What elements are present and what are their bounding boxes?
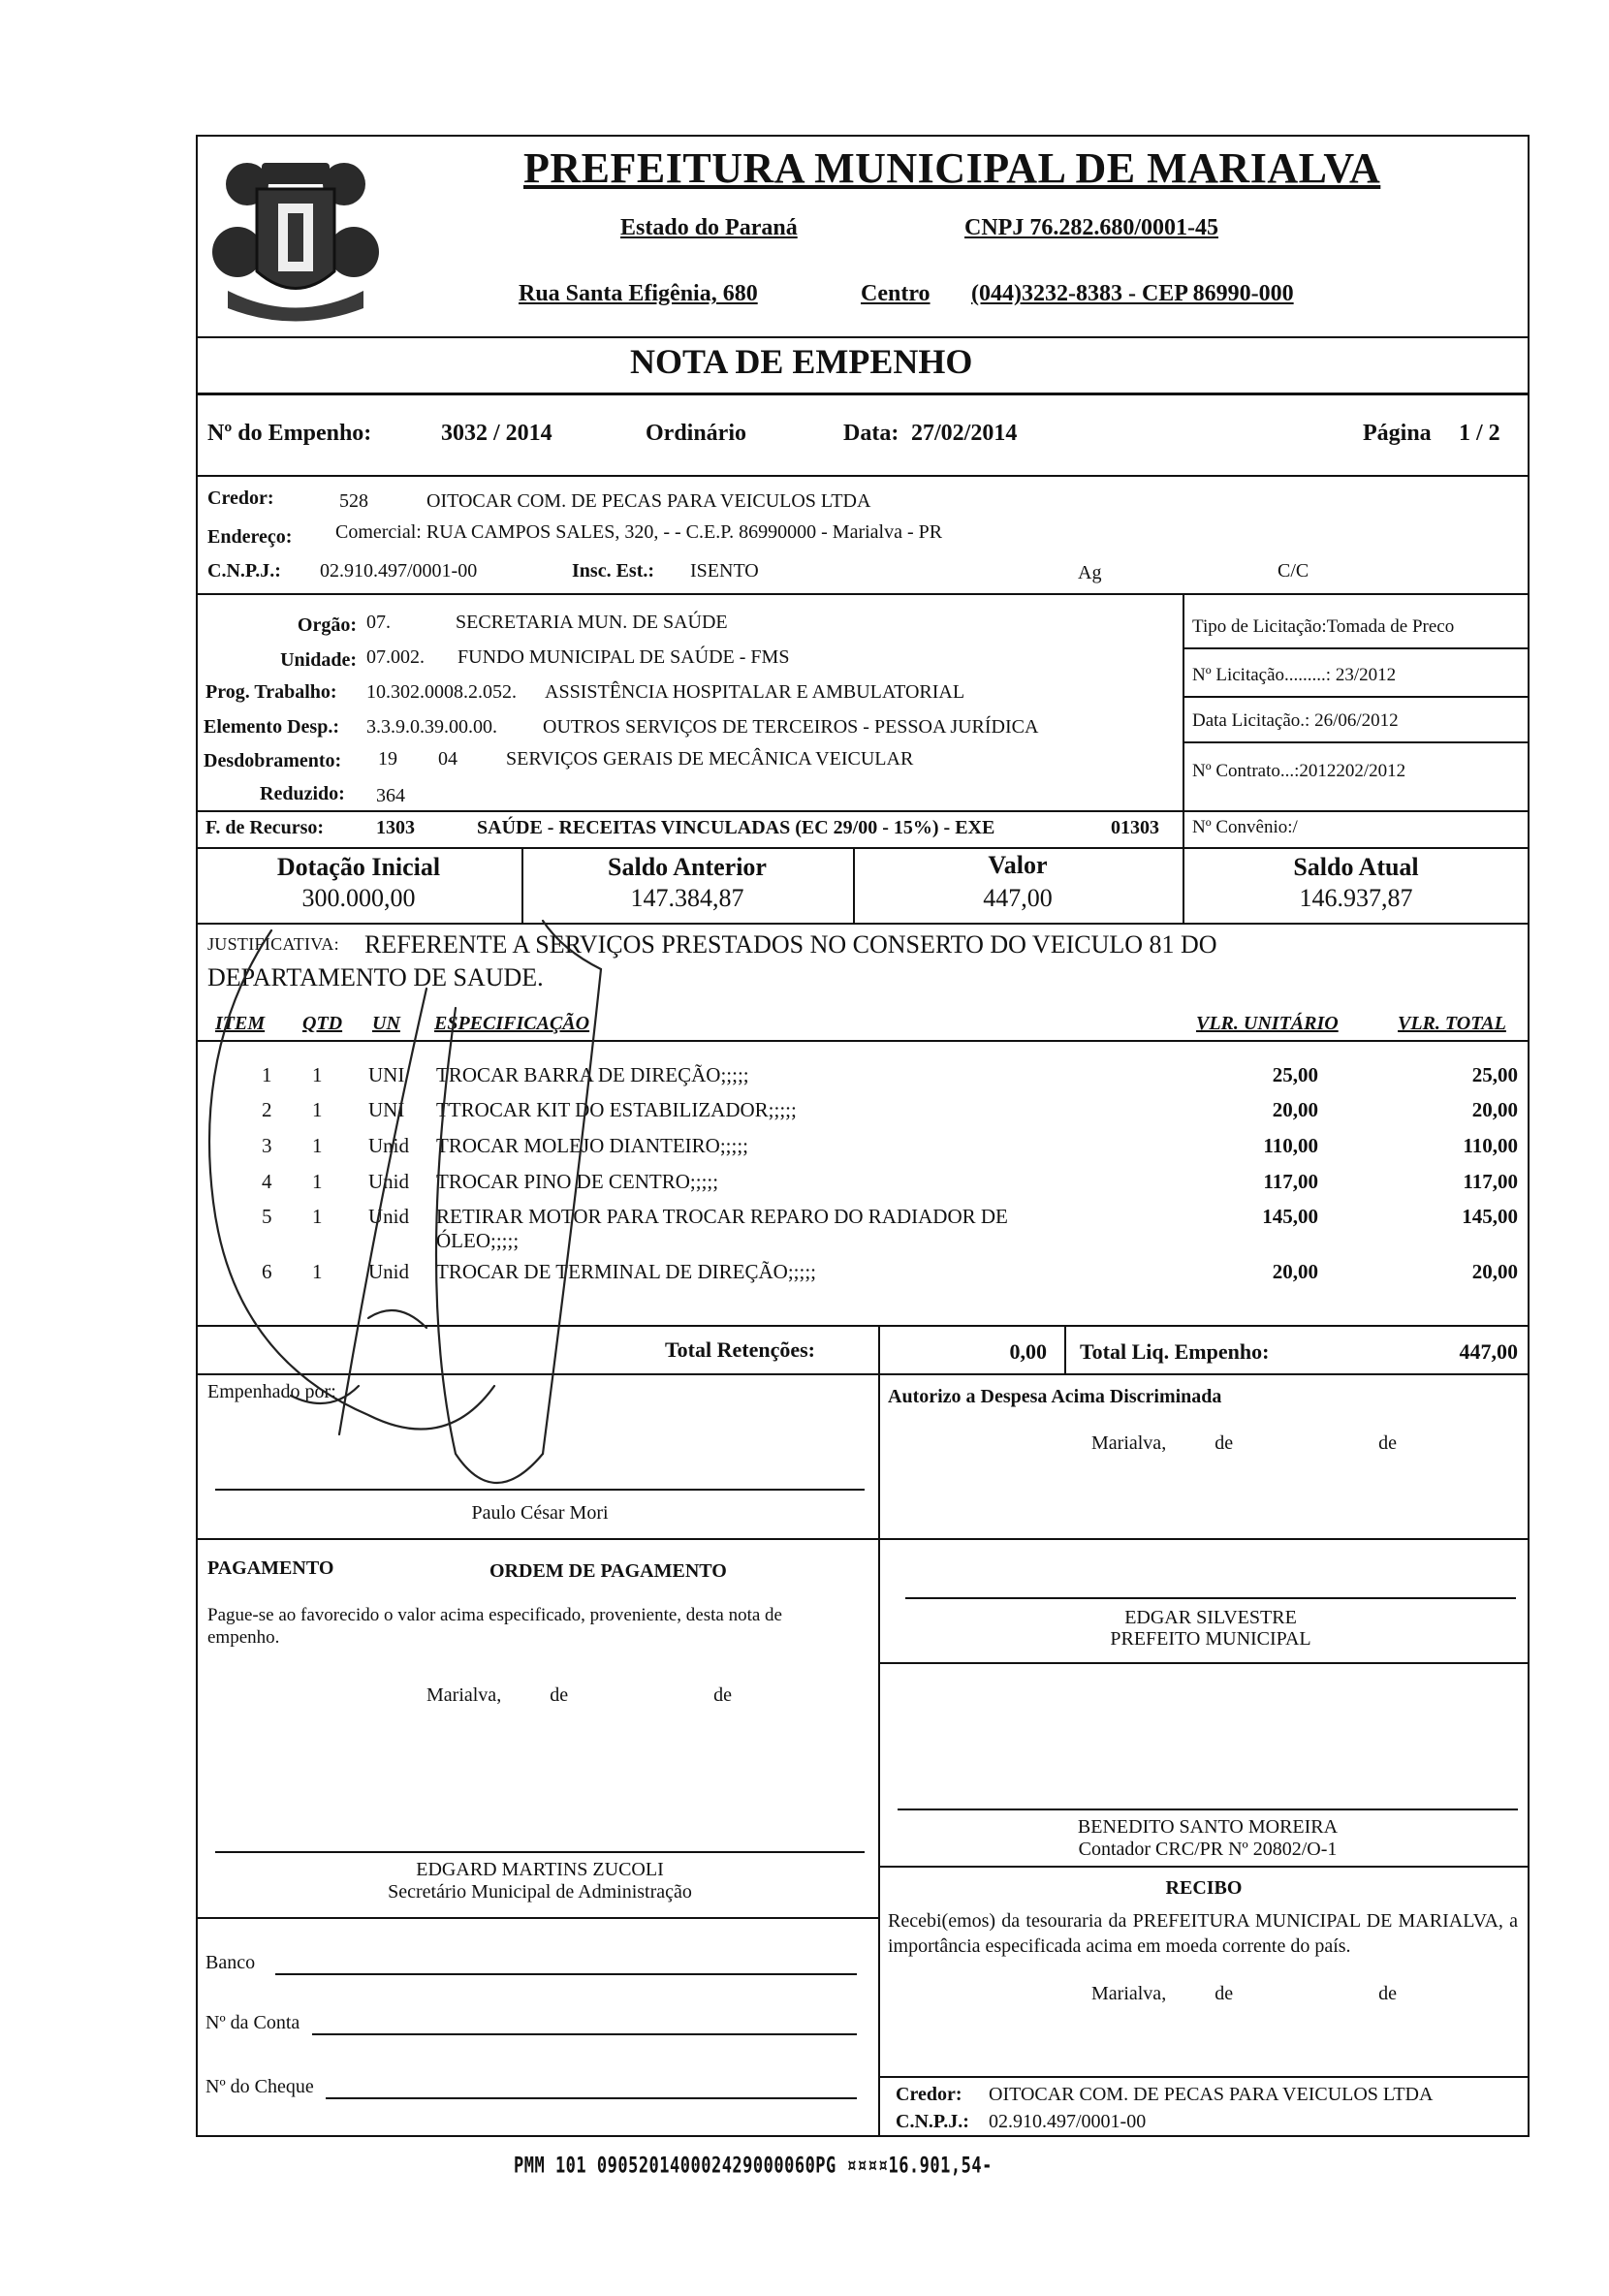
banco-label: Banco	[205, 1952, 256, 1973]
desdob-code: 19	[378, 748, 397, 770]
item-total-price: 145,00	[1462, 1205, 1518, 1228]
valor-value: 447,00	[983, 884, 1053, 912]
prefeito-name: EDGAR SILVESTRE	[1124, 1607, 1297, 1628]
cnpj-label: CNPJ 76.282.680/0001-45	[964, 215, 1218, 240]
prog-name: ASSISTÊNCIA HOSPITALAR E AMBULATORIAL	[545, 681, 965, 703]
item-total-price: 117,00	[1463, 1170, 1518, 1193]
empenhado-label: Empenhado por:	[207, 1381, 336, 1402]
item-un: Unid	[368, 1170, 409, 1193]
col-item-header: ITEM	[215, 1013, 266, 1034]
credor-footer-name: OITOCAR COM. DE PECAS PARA VEICULOS LTDA	[989, 2084, 1434, 2105]
saldo-anterior-label: Saldo Anterior	[608, 853, 767, 881]
elemento-code: 3.3.9.0.39.00.00.	[366, 716, 497, 738]
municipal-crest-icon	[208, 145, 383, 330]
phone-cep-label: (044)3232-8383 - CEP 86990-000	[971, 281, 1294, 306]
item-spec-continued: ÓLEO;;;;;	[436, 1229, 520, 1252]
prefeito-title: PREFEITO MUNICIPAL	[1110, 1628, 1311, 1650]
item-number: 1	[262, 1063, 272, 1086]
credor-footer-label: Credor:	[896, 2084, 962, 2105]
item-total-price: 20,00	[1471, 1260, 1518, 1283]
empenho-label: Nº do Empenho:	[207, 421, 372, 446]
orgao-code: 07.	[366, 612, 391, 633]
recurso-name: SAÚDE - RECEITAS VINCULADAS (EC 29/00 - 15%) - EXE	[477, 817, 995, 838]
item-number: 4	[262, 1170, 272, 1193]
prog-code: 10.302.0008.2.052.	[366, 681, 517, 703]
item-qtd: 1	[312, 1170, 323, 1193]
item-un: Unid	[368, 1205, 409, 1228]
item-qtd: 1	[312, 1134, 323, 1157]
orgao-name: SECRETARIA MUN. DE SAÚDE	[456, 612, 728, 633]
district-label: Centro	[861, 281, 931, 306]
credor-address: Comercial: RUA CAMPOS SALES, 320, - - C.E.P. 86990000 - Marialva - PR	[335, 521, 943, 543]
col-spec-header: ESPECIFICAÇÃO	[434, 1013, 590, 1034]
item-unit-price: 20,00	[1272, 1260, 1318, 1283]
recurso-label: F. de Recurso:	[205, 817, 325, 838]
liq-value: 447,00	[1459, 1339, 1518, 1364]
item-qtd: 1	[312, 1205, 323, 1228]
contrato-number: Nº Contrato...:2012202/2012	[1192, 761, 1406, 781]
pagamento-label: PAGAMENTO	[207, 1557, 334, 1579]
empenho-date: 27/02/2014	[911, 421, 1018, 446]
page-label: Página	[1363, 421, 1432, 446]
item-un: UNI	[368, 1098, 405, 1121]
item-unit-price: 117,00	[1263, 1170, 1318, 1193]
item-qtd: 1	[312, 1098, 323, 1121]
item-number: 2	[262, 1098, 272, 1121]
convenio-number: Nº Convênio:/	[1192, 817, 1298, 837]
licitacao-numero: Nº Licitação.........: 23/2012	[1192, 665, 1397, 685]
justificativa-label: JUSTIFICATIVA:	[207, 934, 339, 954]
state-label: Estado do Paraná	[620, 215, 798, 240]
item-spec: TROCAR MOLEJO DIANTEIRO;;;;;	[436, 1134, 748, 1157]
col-vlr-unit-header: VLR. UNITÁRIO	[1196, 1013, 1339, 1034]
item-qtd: 1	[312, 1260, 323, 1283]
ordem-label: ORDEM DE PAGAMENTO	[489, 1560, 727, 1582]
insc-value: ISENTO	[690, 560, 759, 582]
credor-footer-cnpj-label: C.N.P.J.:	[896, 2111, 969, 2132]
secretario-title: Secretário Municipal de Administração	[388, 1881, 692, 1903]
page-title: PREFEITURA MUNICIPAL DE MARIALVA	[523, 144, 1381, 192]
conta-label: Nº da Conta	[205, 2012, 300, 2033]
item-unit-price: 25,00	[1272, 1063, 1318, 1086]
item-spec: TROCAR BARRA DE DIREÇÃO;;;;;	[436, 1063, 749, 1086]
item-total-price: 25,00	[1471, 1063, 1518, 1086]
item-unit-price: 20,00	[1272, 1098, 1318, 1121]
empenhado-name: Paulo César Mori	[471, 1502, 609, 1524]
unidade-code: 07.002.	[366, 646, 425, 668]
footer-code: PMM 101 090520140002429000060PG ¤¤¤¤16.901,54-	[514, 2154, 993, 2179]
item-number: 3	[262, 1134, 272, 1157]
desdob-name: SERVIÇOS GERAIS DE MECÂNICA VEICULAR	[506, 748, 914, 770]
item-spec: RETIRAR MOTOR PARA TROCAR REPARO DO RADIADOR DE	[436, 1205, 1008, 1228]
address-label: Rua Santa Efigênia, 680	[519, 281, 758, 306]
item-qtd: 1	[312, 1063, 323, 1086]
item-un: Unid	[368, 1134, 409, 1157]
reduzido-value: 364	[376, 785, 405, 806]
unidade-name: FUNDO MUNICIPAL DE SAÚDE - FMS	[457, 646, 790, 668]
justificativa-line2: DEPARTAMENTO DE SAUDE.	[207, 963, 544, 991]
recurso-code: 1303	[376, 817, 415, 838]
item-spec: TROCAR PINO DE CENTRO;;;;;	[436, 1170, 719, 1193]
valor-label: Valor	[988, 851, 1048, 879]
cnpj-field-label: C.N.P.J.:	[207, 560, 281, 582]
autorizo-label: Autorizo a Despesa Acima Discriminada	[888, 1386, 1222, 1407]
unidade-label: Unidade:	[280, 649, 357, 671]
empenho-type: Ordinário	[646, 421, 747, 446]
credor-footer-cnpj: 02.910.497/0001-00	[989, 2111, 1147, 2132]
dotacao-value: 300.000,00	[301, 884, 416, 912]
retencoes-value: 0,00	[1009, 1339, 1047, 1364]
credor-code: 528	[339, 490, 368, 512]
orgao-label: Orgão:	[297, 614, 357, 636]
item-un: UNI	[368, 1063, 405, 1086]
endereco-label: Endereço:	[207, 526, 293, 548]
credor-cnpj: 02.910.497/0001-00	[320, 560, 478, 582]
saldo-anterior-value: 147.384,87	[630, 884, 744, 912]
saldo-atual-label: Saldo Atual	[1293, 853, 1419, 881]
credor-name: OITOCAR COM. DE PECAS PARA VEICULOS LTDA	[426, 490, 871, 512]
item-number: 6	[262, 1260, 272, 1283]
prog-label: Prog. Trabalho:	[205, 681, 337, 703]
cheque-label: Nº do Cheque	[205, 2076, 314, 2097]
document-title: NOTA DE EMPENHO	[630, 342, 973, 381]
item-spec: TROCAR DE TERMINAL DE DIREÇÃO;;;;;	[436, 1260, 816, 1283]
licitacao-data: Data Licitação.: 26/06/2012	[1192, 710, 1399, 731]
col-vlr-total-header: VLR. TOTAL	[1398, 1013, 1506, 1034]
contador-name: BENEDITO SANTO MOREIRA	[1077, 1816, 1339, 1838]
item-number: 5	[262, 1205, 272, 1228]
item-unit-price: 145,00	[1262, 1205, 1318, 1228]
elemento-label: Elemento Desp.:	[204, 716, 339, 738]
liq-label: Total Liq. Empenho:	[1080, 1339, 1270, 1364]
credor-label: Credor:	[207, 488, 274, 509]
city-date-3: Marialva, de de	[1091, 1983, 1397, 2004]
page-number: 1 / 2	[1459, 421, 1500, 446]
justificativa-line1: REFERENTE A SERVIÇOS PRESTADOS NO CONSERTO DO VEICULO 81 DO	[364, 930, 1217, 959]
recibo-text: Recebi(emos) da tesouraria da PREFEITURA MUNICIPAL DE MARIALVA, a importância especificada acima em moeda corrente do país.	[888, 1910, 1518, 1957]
insc-label: Insc. Est.:	[572, 560, 655, 582]
licitacao-tipo: Tipo de Licitação:Tomada de Preco	[1192, 616, 1455, 637]
dotacao-label: Dotação Inicial	[276, 853, 441, 881]
cc-label: C/C	[1278, 560, 1309, 582]
city-date-2: Marialva, de de	[426, 1684, 732, 1706]
item-un: Unid	[368, 1260, 409, 1283]
item-total-price: 110,00	[1463, 1134, 1518, 1157]
retencoes-label: Total Retenções:	[665, 1337, 815, 1362]
col-un-header: UN	[372, 1013, 400, 1034]
item-unit-price: 110,00	[1263, 1134, 1318, 1157]
pague-text: Pague-se ao favorecido o valor acima especificado, proveniente, desta nota de empenho.	[207, 1605, 782, 1648]
desdob-label: Desdobramento:	[204, 750, 342, 771]
city-date-1: Marialva, de de	[1091, 1432, 1397, 1454]
desdob-sub: 04	[438, 748, 457, 770]
contador-title: Contador CRC/PR Nº 20802/O-1	[1078, 1839, 1338, 1860]
empenho-number: 3032 / 2014	[441, 421, 552, 446]
recurso-num: 01303	[1111, 817, 1159, 838]
col-qtd-header: QTD	[302, 1013, 343, 1034]
item-total-price: 20,00	[1471, 1098, 1518, 1121]
ag-label: Ag	[1078, 562, 1102, 583]
item-spec: TTROCAR KIT DO ESTABILIZADOR;;;;;	[436, 1098, 797, 1121]
recibo-label: RECIBO	[1165, 1877, 1243, 1899]
elemento-name: OUTROS SERVIÇOS DE TERCEIROS - PESSOA JURÍDICA	[543, 716, 1039, 738]
secretario-name: EDGARD MARTINS ZUCOLI	[416, 1859, 664, 1880]
saldo-atual-value: 146.937,87	[1299, 884, 1413, 912]
date-label: Data:	[843, 421, 899, 446]
reduzido-label: Reduzido:	[260, 783, 345, 804]
